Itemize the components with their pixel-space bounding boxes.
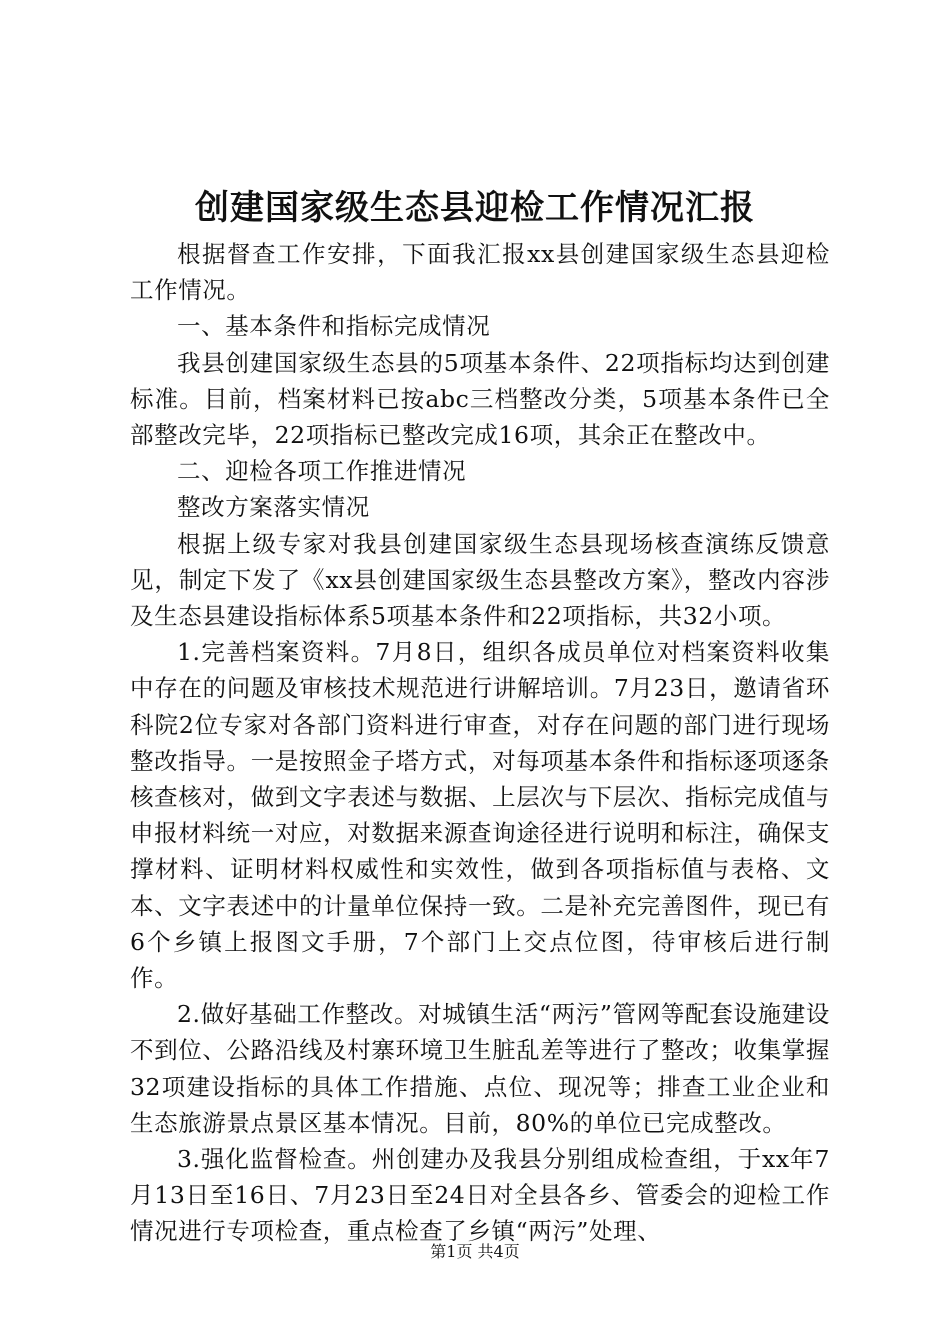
paragraph-item-1: 1.完善档案资料。7月8日，组织各成员单位对档案资料收集中存在的问题及审核技术规范进行讲解培训。7月23日，邀请省环科院2位专家对各部门资料进行审查，对存在问题的部门进行现场整改指导。一是按照金子塔方式，对每项基本条件和指标逐项逐条核查核对，做到文字表述与数据、上层次与下层次、指标完成值与申报材料统一对应，对数据来源查询途径进行说明和标注，确保支撑材料、证明材料权威性和实效性，做到各项指标值与表格、文本、文字表述中的计量单位保持一致。二是补充完善图件，现已有6个乡镇上报图文手册，7个部门上交点位图，待审核后进行制作。 [130, 638, 830, 993]
subsection-heading: 整改方案落实情况 [177, 493, 370, 522]
section-heading-2: 二、迎检各项工作推进情况 [177, 457, 467, 486]
page-footer: 第1页 共4页 [430, 1242, 520, 1261]
document-title: 创建国家级生态县迎检工作情况汇报 [195, 188, 755, 228]
paragraph-item-2: 2.做好基础工作整改。对城镇生活“两污”管网等配套设施建设不到位、公路沿线及村寨环境卫生脏乱差等进行了整改；收集掌握32项建设指标的具体工作措施、点位、现况等；排查工业企业和生态旅游景点景区基本情况。目前，80%的单位已完成整改。 [130, 1000, 830, 1137]
paragraph-intro: 根据督查工作安排，下面我汇报xx县创建国家级生态县迎检工作情况。 [130, 240, 830, 305]
section-heading-1: 一、基本条件和指标完成情况 [177, 312, 491, 341]
document-body [130, 236, 830, 1250]
paragraph-basic-conditions: 我县创建国家级生态县的5项基本条件、22项指标均达到创建标准。目前，档案材料已按abc三档整改分类，5项基本条件已全部整改完毕，22项指标已整改完成16项，其余正在整改中。 [130, 348, 830, 450]
paragraph-item-3: 3.强化监督检查。州创建办及我县分别组成检查组，于xx年7月13日至16日、7月23日至24日对全县各乡、管委会的迎检工作情况进行专项检查，重点检查了乡镇“两污”处理、 [130, 1145, 830, 1246]
paragraph-rectification-plan: 根据上级专家对我县创建国家级生态县现场核查演练反馈意见，制定下发了《xx县创建国家级生态县整改方案》，整改内容涉及生态县建设指标体系5项基本条件和22项指标，共32小项。 [130, 529, 830, 631]
